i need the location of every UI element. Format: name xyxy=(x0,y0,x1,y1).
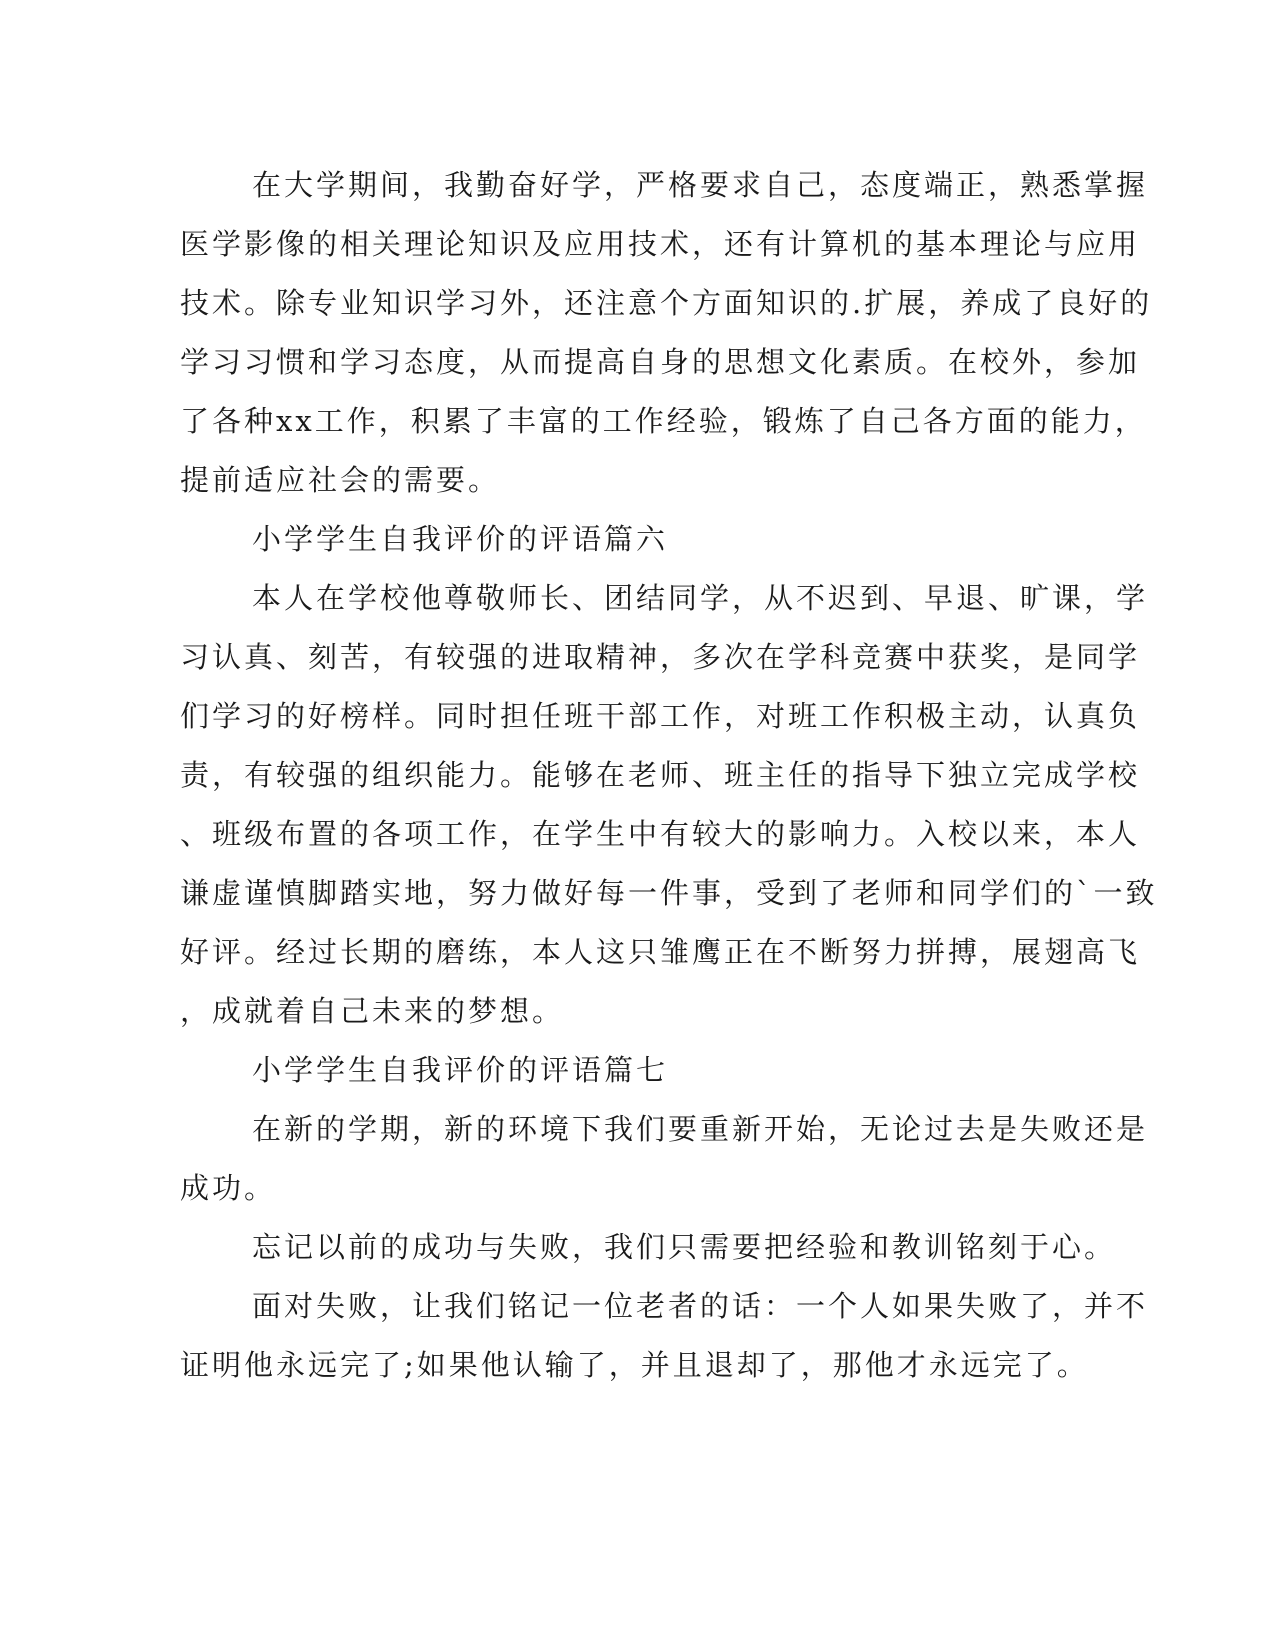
text-line: 在大学期间，我勤奋好学，严格要求自己，态度端正，熟悉掌握 xyxy=(252,168,1149,202)
text-line: ，成就着自己未来的梦想。 xyxy=(180,994,565,1028)
section-heading: 小学学生自我评价的评语篇七 xyxy=(252,1053,669,1087)
text-line: 证明他永远完了;如果他认输了，并且退却了，那他才永远完了。 xyxy=(180,1348,1089,1382)
text-line: 成功。 xyxy=(180,1171,277,1205)
text-line: 本人在学校他尊敬师长、团结同学，从不迟到、早退、旷课，学 xyxy=(252,581,1149,615)
text-line: 了各种xx工作，积累了丰富的工作经验，锻炼了自己各方面的能力， xyxy=(180,404,1147,438)
text-line: 医学影像的相关理论知识及应用技术，还有计算机的基本理论与应用 xyxy=(180,227,1141,261)
text-line: 技术。除专业知识学习外，还注意个方面知识的.扩展，养成了良好的 xyxy=(180,286,1153,320)
section-heading: 小学学生自我评价的评语篇六 xyxy=(252,522,669,556)
text-line: 、班级布置的各项工作，在学生中有较大的影响力。入校以来，本人 xyxy=(180,817,1141,851)
text-line: 提前适应社会的需要。 xyxy=(180,463,501,497)
text-line: 们学习的好榜样。同时担任班干部工作，对班工作积极主动，认真负 xyxy=(180,699,1141,733)
text-line: 学习习惯和学习态度，从而提高自身的思想文化素质。在校外，参加 xyxy=(180,345,1141,379)
document-page xyxy=(180,156,1158,1395)
text-line: 在新的学期，新的环境下我们要重新开始，无论过去是失败还是 xyxy=(252,1112,1149,1146)
text-line: 好评。经过长期的磨练，本人这只雏鹰正在不断努力拼搏，展翅高飞 xyxy=(180,935,1141,969)
text-line: 忘记以前的成功与失败，我们只需要把经验和教训铭刻于心。 xyxy=(252,1230,1117,1264)
text-line: 面对失败，让我们铭记一位老者的话：一个人如果失败了，并不 xyxy=(252,1289,1149,1323)
text-line: 习认真、刻苦，有较强的进取精神，多次在学科竞赛中获奖，是同学 xyxy=(180,640,1141,674)
text-line: 责，有较强的组织能力。能够在老师、班主任的指导下独立完成学校 xyxy=(180,758,1141,792)
text-line: 谦虚谨慎脚踏实地，努力做好每一件事，受到了老师和同学们的`一致 xyxy=(180,876,1158,910)
